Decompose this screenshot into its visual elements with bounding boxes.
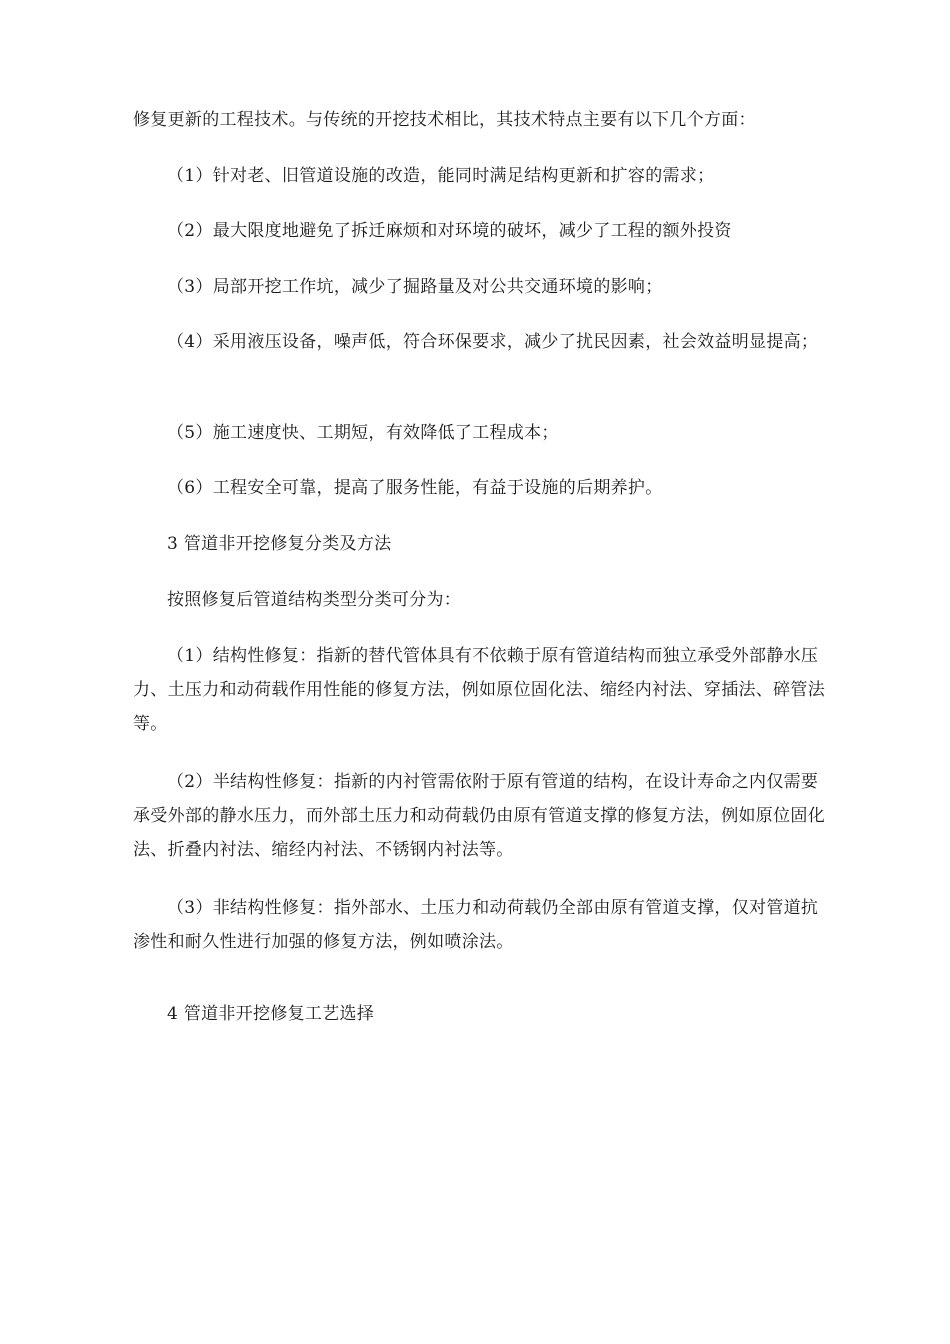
- classification-intro: 按照修复后管道结构类型分类可分为：: [167, 590, 462, 610]
- list-item-4: （4）采用液压设备，噪声低，符合环保要求，减少了扰民因素，社会效益明显提高；: [167, 332, 819, 352]
- section-heading-4: 4 管道非开挖修复工艺选择: [167, 1004, 375, 1024]
- list-item-6: （6）工程安全可靠，提高了服务性能，有益于设施的后期养护。: [167, 478, 663, 498]
- classification-item-2: （2）半结构性修复：指新的内衬管需依附于原有管道的结构，在设计寿命之内仅需要承受外部的静水压力，而外部土压力和动荷载仍由原有管道支撑的修复方法，例如原位固化法、折叠内衬法、缩经内衬法、不锈钢内衬法等。: [133, 772, 825, 860]
- section-heading-3: 3 管道非开挖修复分类及方法: [167, 534, 392, 554]
- classification-item-3: （3）非结构性修复：指外部水、土压力和动荷载仍全部由原有管道支撑，仅对管道抗渗性和耐久性进行加强的修复方法，例如喷涂法。: [133, 898, 819, 952]
- list-item-3: （3）局部开挖工作坑，减少了掘路量及对公共交通环境的影响；: [167, 277, 663, 297]
- list-item-5: （5）施工速度快、工期短，有效降低了工程成本；: [167, 423, 559, 443]
- classification-item-1: （1）结构性修复：指新的替代管体具有不依赖于原有管道结构而独立承受外部静水压力、土压力和动荷载作用性能的修复方法，例如原位固化法、缩经内衬法、穿插法、碎管法等。: [133, 646, 825, 734]
- paragraph-continuation: 修复更新的工程技术。与传统的开挖技术相比，其技术特点主要有以下几个方面：: [133, 110, 756, 130]
- list-item-1: （1）针对老、旧管道设施的改造，能同时满足结构更新和扩容的需求；: [167, 166, 715, 186]
- list-item-2: （2）最大限度地避免了拆迁麻烦和对环境的破坏，减少了工程的额外投资: [167, 221, 732, 241]
